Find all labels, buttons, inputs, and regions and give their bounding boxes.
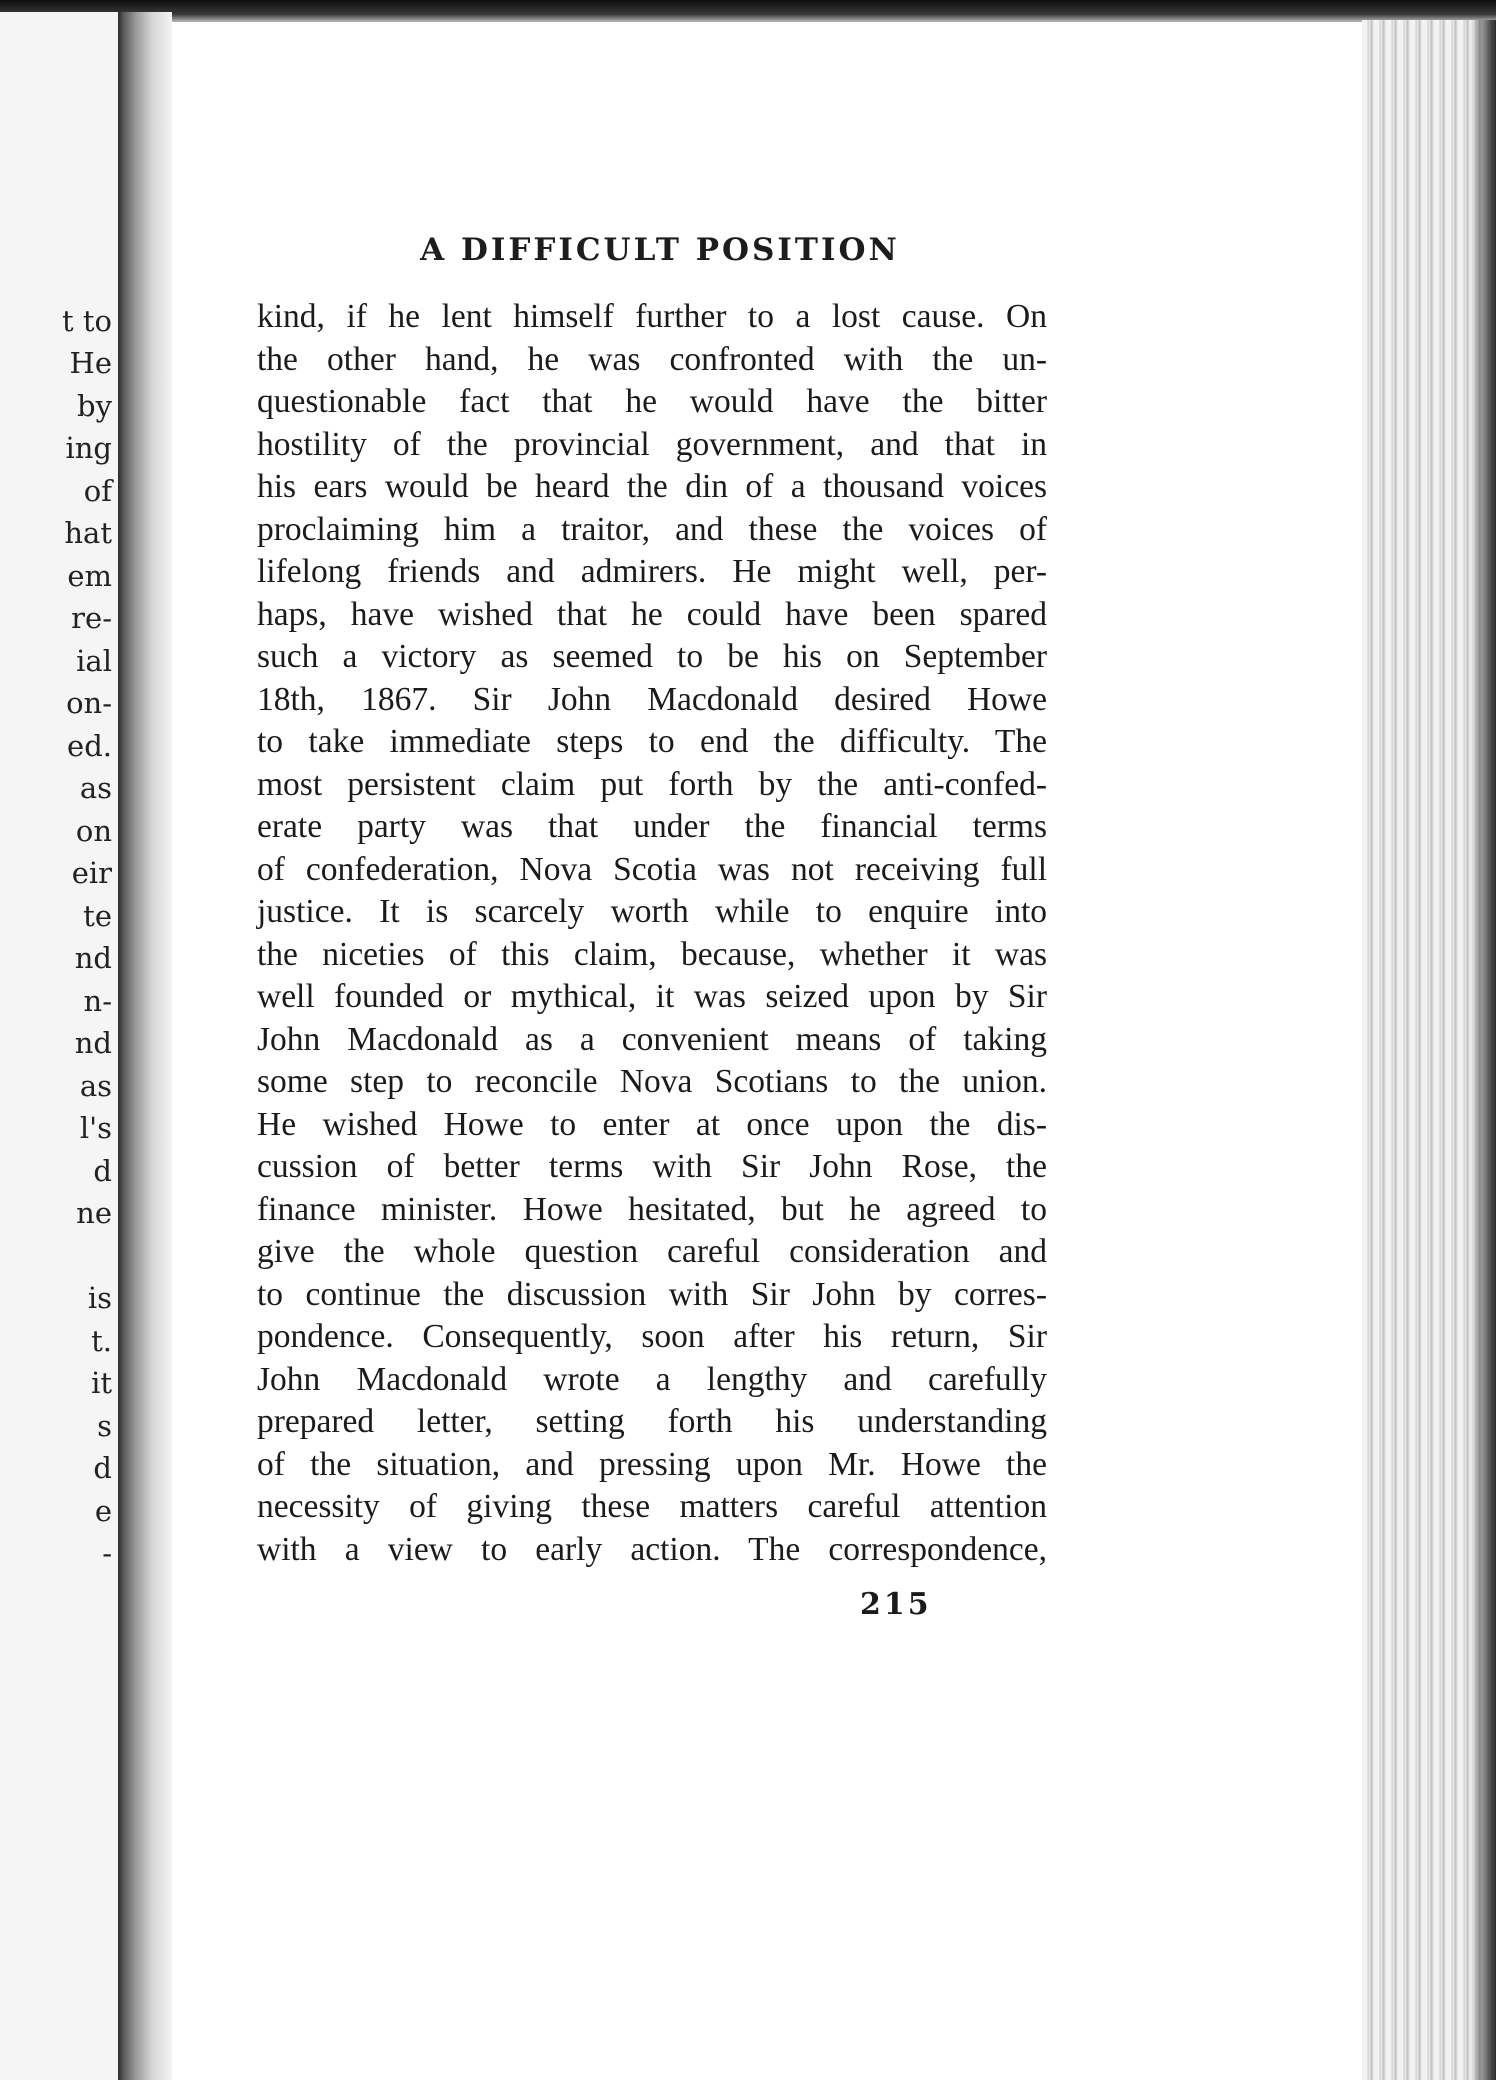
text-line: lifelong friends and admirers. He might well, per-	[257, 553, 1047, 590]
left-page-fragment: e	[94, 1494, 112, 1528]
text-line: cussion of better terms with Sir John Rose, the	[257, 1148, 1047, 1185]
cover-edge-shadow	[1470, 20, 1496, 2080]
text-line: well founded or mythical, it was seized upon by Sir	[257, 978, 1047, 1015]
text-line: to continue the discussion with Sir John by corres-	[257, 1275, 1047, 1313]
text-line: proclaiming him a traitor, and these the voices of	[257, 510, 1047, 548]
left-page-fragment: ne	[76, 1196, 112, 1230]
left-page-fragment: t to	[62, 304, 112, 338]
left-page-fragment: d	[93, 1451, 112, 1485]
text-line: 18th, 1867. Sir John Macdonald desired Howe	[257, 680, 1047, 718]
left-page-fragment: by	[77, 389, 112, 423]
text-line: erate party was that under the financial terms	[257, 808, 1047, 845]
text-line: with a view to early action. The correspondence,	[257, 1530, 1047, 1568]
text-line: such a victory as seemed to be his on September	[257, 638, 1047, 675]
text-line: hostility of the provincial government, and that in	[257, 425, 1047, 463]
left-page-fragment: hat	[64, 516, 112, 550]
text-line: his ears would be heard the din of a thousand voices	[257, 468, 1047, 505]
left-page-fragment: nd	[74, 1026, 112, 1060]
left-page-fragment: d	[93, 1154, 112, 1188]
left-page-fragment: l's	[79, 1111, 112, 1145]
left-page-fragment: n-	[83, 984, 112, 1018]
left-page-fragment: re-	[71, 601, 112, 635]
text-line: give the whole question careful consideration and	[257, 1233, 1047, 1270]
text-line: pondence. Consequently, soon after his return, Sir	[257, 1318, 1047, 1355]
left-page-fragment: as	[79, 771, 112, 805]
left-page	[0, 12, 120, 2080]
text-line: most persistent claim put forth by the anti-confed-	[257, 765, 1047, 803]
text-line: He wished Howe to enter at once upon the dis-	[257, 1105, 1047, 1143]
text-line: John Macdonald as a convenient means of taking	[257, 1020, 1047, 1058]
body-text	[257, 296, 1047, 1571]
left-page-fragment: ial	[76, 644, 112, 678]
left-page-fragment: is	[87, 1281, 112, 1315]
left-page-fragment: nd	[74, 941, 112, 975]
book-gutter	[118, 12, 172, 2080]
page-number: 215	[860, 1587, 932, 1622]
left-page-fragment: He	[69, 346, 112, 380]
text-line: necessity of giving these matters careful attention	[257, 1488, 1047, 1525]
text-line: of the situation, and pressing upon Mr. Howe the	[257, 1445, 1047, 1483]
left-page-fragment: em	[67, 559, 112, 593]
left-page-fragment: on-	[66, 686, 112, 720]
left-page-fragment: eir	[71, 856, 112, 890]
text-line: some step to reconcile Nova Scotians to the union.	[257, 1063, 1047, 1100]
left-page-fragment: ing	[65, 431, 112, 465]
left-page-fragment: te	[83, 899, 112, 933]
left-page-fragment: it	[91, 1366, 112, 1400]
text-line: the niceties of this claim, because, whether it was	[257, 935, 1047, 973]
left-page-fragment: ed.	[67, 729, 112, 763]
left-page-fragment: s	[97, 1409, 112, 1443]
left-page-fragment: -	[102, 1536, 112, 1570]
text-line: kind, if he lent himself further to a lost cause. On	[257, 298, 1047, 335]
text-line: prepared letter, setting forth his understanding	[257, 1403, 1047, 1440]
text-line: the other hand, he was confronted with the un-	[257, 340, 1047, 378]
text-line: justice. It is scarcely worth while to enquire into	[257, 893, 1047, 930]
left-page-fragment: as	[79, 1069, 112, 1103]
left-page-fragment: on	[75, 814, 112, 848]
text-line: to take immediate steps to end the difficulty. The	[257, 723, 1047, 760]
left-page-fragment: of	[83, 474, 112, 508]
text-line: haps, have wished that he could have been spared	[257, 595, 1047, 633]
text-line: of confederation, Nova Scotia was not receiving full	[257, 850, 1047, 888]
text-line: John Macdonald wrote a lengthy and carefully	[257, 1360, 1047, 1398]
text-line: finance minister. Howe hesitated, but he agreed to	[257, 1190, 1047, 1228]
text-line: questionable fact that he would have the bitter	[257, 383, 1047, 420]
left-page-fragment: t.	[91, 1324, 112, 1358]
running-head: A DIFFICULT POSITION	[420, 232, 900, 268]
